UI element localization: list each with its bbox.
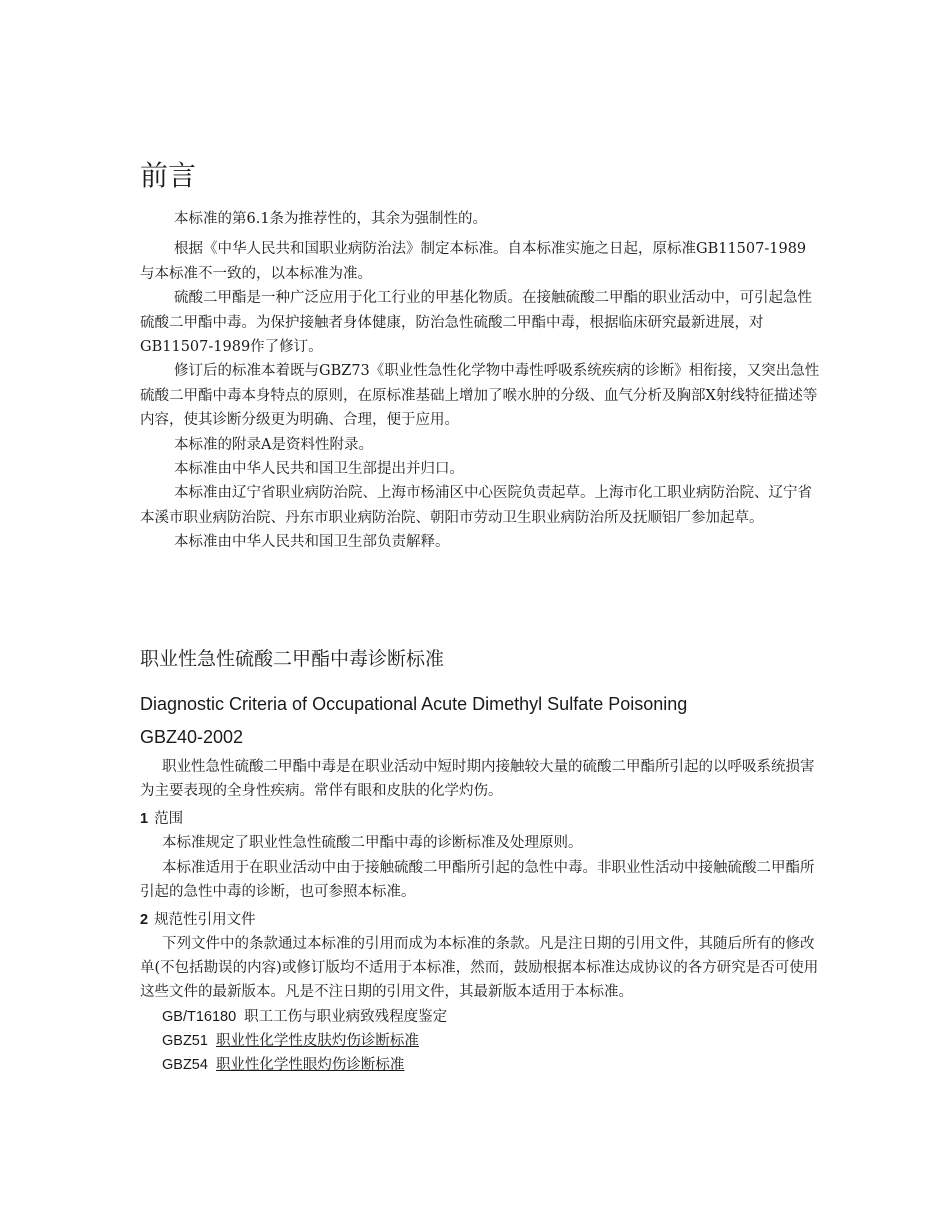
section-number: 1 <box>140 811 149 828</box>
foreword-paragraph: 本标准由辽宁省职业病防治院、上海市杨浦区中心医院负责起草。上海市化工职业病防治院、辽宁省本溪市职业病防治院、丹东市职业病防治院、朝阳市劳动卫生职业病防治所及抚顺铝厂参加起草。 <box>140 485 812 526</box>
foreword-paragraph: 硫酸二甲酯是一种广泛应用于化工行业的甲基化物质。在接触硫酸二甲酯的职业活动中，可引起急性硫酸二甲酯中毒。为保护接触者身体健康，防治急性硫酸二甲酯中毒，根据临床研究最新进展，对GB11507-1989作了修订。 <box>140 290 812 356</box>
foreword-paragraph: 根据《中华人民共和国职业病防治法》制定本标准。自本标准实施之日起，原标准GB11507-1989与本标准不一致的，以本标准为准。 <box>140 241 807 282</box>
standard-body <box>140 755 820 1077</box>
reference-code: GB/T16180 <box>162 1008 237 1025</box>
section-heading-scope <box>140 807 820 831</box>
reference-item <box>140 1053 820 1077</box>
foreword-paragraph: 本标准由中华人民共和国卫生部负责解释。 <box>174 534 450 551</box>
section-paragraph: 本标准适用于在职业活动中由于接触硫酸二甲酯所引起的急性中毒。非职业性活动中接触硫酸二甲酯所引起的急性中毒的诊断，也可参照本标准。 <box>140 859 815 900</box>
standard-title-en: Diagnostic Criteria of Occupational Acute Dimethyl Sulfate Poisoning <box>140 694 688 714</box>
reference-link[interactable]: 职业性化学性眼灼伤诊断标准 <box>215 1056 405 1073</box>
reference-item <box>140 1029 820 1053</box>
section-paragraph: 本标准规定了职业性急性硫酸二甲酯中毒的诊断标准及处理原则。 <box>162 835 583 852</box>
section-title: 规范性引用文件 <box>154 912 256 929</box>
standard-title-cn: 职业性急性硫酸二甲酯中毒诊断标准 <box>140 648 445 670</box>
foreword-body <box>140 207 820 555</box>
standard-intro: 职业性急性硫酸二甲酯中毒是在职业活动中短时期内接触较大量的硫酸二甲酯所引起的以呼吸系统损害为主要表现的全身性疾病。常伴有眼和皮肤的化学灼伤。 <box>140 759 815 800</box>
reference-code: GBZ54 <box>162 1056 208 1073</box>
section-title: 范围 <box>154 811 184 828</box>
reference-title: 职工工伤与职业病致残程度鉴定 <box>244 1008 448 1025</box>
section-number: 2 <box>140 912 149 929</box>
foreword-paragraph: 修订后的标准本着既与GBZ73《职业性急性化学物中毒性呼吸系统疾病的诊断》相衔接，又突出急性硫酸二甲酯中毒本身特点的原则，在原标准基础上增加了喉水肿的分级、血气分析及胸部X射线特征描述等内容，使其诊断分级更为明确、合理，便于应用。 <box>140 363 820 429</box>
standard-code: GBZ40-2002 <box>140 727 244 747</box>
reference-item <box>140 1005 820 1029</box>
foreword-paragraph: 本标准由中华人民共和国卫生部提出并归口。 <box>174 461 464 478</box>
foreword-title: 前言 <box>140 159 197 192</box>
reference-link[interactable]: 职业性化学性皮肤灼伤诊断标准 <box>215 1032 419 1049</box>
reference-code: GBZ51 <box>162 1032 208 1049</box>
section-heading-references <box>140 908 820 932</box>
section-paragraph: 下列文件中的条款通过本标准的引用而成为本标准的条款。凡是注日期的引用文件，其随后所有的修改单(不包括勘误的内容)或修订版均不适用于本标准，然而，鼓励根据本标准达成协议的各方研究是否可使用这些文件的最新版本。凡是不注日期的引用文件，其最新版本适用于本标准。 <box>140 936 819 1001</box>
foreword-paragraph: 本标准的附录A是资料性附录。 <box>174 436 373 453</box>
foreword-paragraph: 本标准的第6.1条为推荐性的，其余为强制性的。 <box>174 211 488 227</box>
